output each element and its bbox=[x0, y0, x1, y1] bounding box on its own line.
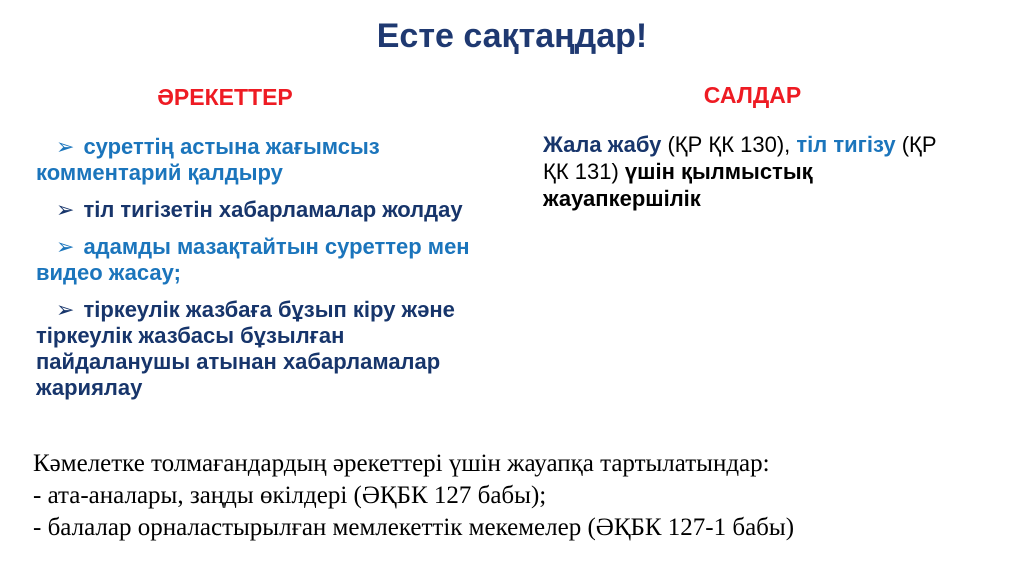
slide-title: Есте сақтаңдар! bbox=[376, 17, 648, 55]
arrow-bullet-icon: ➢ bbox=[56, 297, 75, 322]
paragraph-segment: тіл тигізу bbox=[796, 132, 896, 157]
bullet-text: адамды мазақтайтын суреттер мен видео жасау; bbox=[36, 234, 470, 285]
right-column-heading: САЛДАР bbox=[703, 82, 802, 108]
paragraph-segment: (ҚР ҚК 131) bbox=[543, 132, 937, 184]
list-item bbox=[36, 134, 488, 186]
footer-line: Кәмелетке толмағандардың әрекеттері үшін жауапқа тартылатындар: bbox=[33, 450, 770, 477]
footer-line: - балалар орналастырылған мемлекеттік мекемелер (ӘҚБК 127-1 бабы) bbox=[33, 514, 795, 541]
actions-bullet-list bbox=[36, 134, 488, 412]
left-column-heading: ӘРЕКЕТТЕР bbox=[157, 84, 293, 110]
paragraph-segment: (ҚР ҚК 130), bbox=[661, 132, 797, 157]
list-item bbox=[36, 234, 488, 286]
paragraph-segment: үшін қылмыстық жауапкершілік bbox=[543, 159, 813, 211]
list-item bbox=[36, 197, 488, 223]
footer-line: - ата-аналары, заңды өкілдері (ӘҚБК 127 бабы); bbox=[33, 482, 547, 509]
footer-note bbox=[33, 448, 993, 544]
arrow-bullet-icon: ➢ bbox=[56, 197, 75, 222]
consequences-paragraph bbox=[543, 131, 967, 212]
bullet-text: тіркеулік жазбаға бұзып кіру және тіркеулік жазбасы бұзылған пайдаланушы атынан хабарламалар жариялау bbox=[36, 297, 455, 400]
paragraph-segment: Жала жабу bbox=[543, 132, 662, 157]
list-item bbox=[36, 297, 488, 401]
arrow-bullet-icon: ➢ bbox=[56, 234, 75, 259]
bullet-text: суреттің астына жағымсыз комментарий қалдыру bbox=[36, 134, 380, 185]
arrow-bullet-icon: ➢ bbox=[56, 134, 75, 159]
bullet-text: тіл тигізетін хабарламалар жолдау bbox=[83, 197, 463, 222]
